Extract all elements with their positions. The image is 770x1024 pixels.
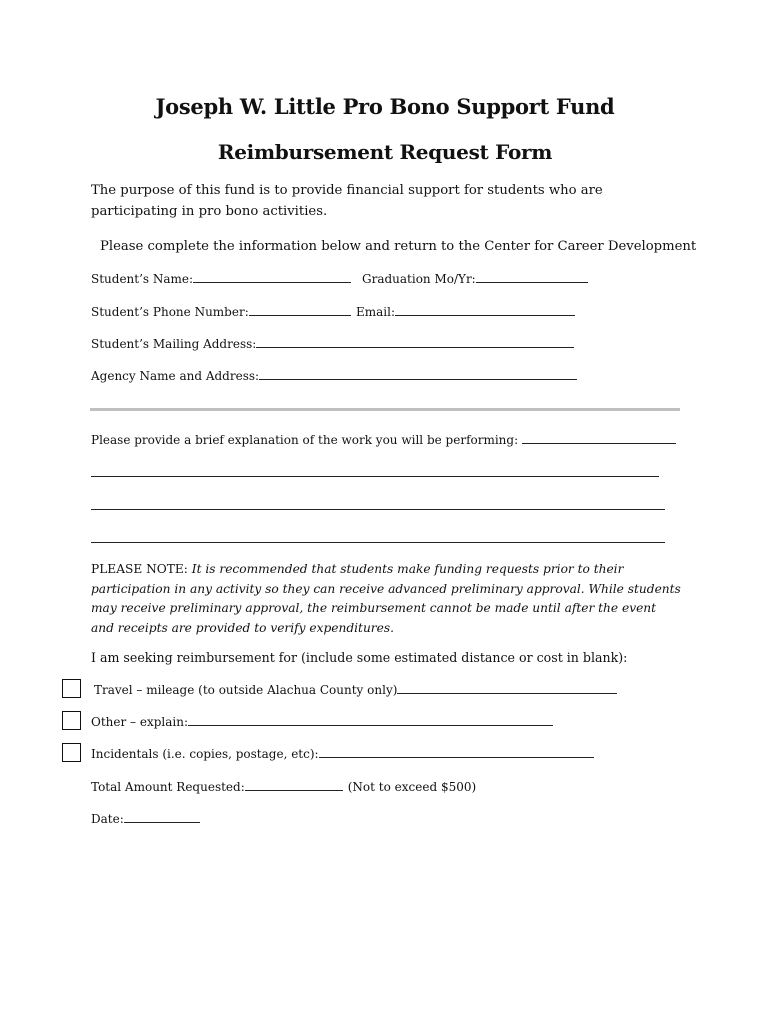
phone-field[interactable]: [249, 304, 351, 316]
incidentals-checkbox[interactable]: [62, 743, 81, 762]
purpose-text: The purpose of this fund is to provide financial support for students who are participating in pro bono activities.: [91, 183, 603, 219]
date-label: Date:: [91, 812, 124, 826]
explanation-field-line-3[interactable]: [91, 509, 665, 510]
mailing-address-row: [91, 336, 574, 351]
graduation-row: [362, 271, 588, 286]
total-field[interactable]: [245, 779, 343, 791]
please-note: [91, 560, 681, 638]
travel-label: Travel – mileage (to outside Alachua County only): [94, 683, 398, 697]
travel-field[interactable]: [397, 682, 617, 694]
section-divider: [90, 408, 680, 411]
other-field[interactable]: [188, 714, 553, 726]
total-row: [91, 779, 476, 794]
graduation-field[interactable]: [476, 271, 588, 283]
form-title: Joseph W. Little Pro Bono Support Fund: [155, 94, 615, 119]
other-checkbox[interactable]: [62, 711, 81, 730]
phone-row: [91, 304, 351, 319]
note-label: PLEASE NOTE:: [91, 562, 192, 576]
reimbursement-intro: I am seeking reimbursement for (include some estimated distance or cost in blank):: [91, 650, 628, 665]
date-field[interactable]: [124, 811, 200, 823]
total-note: (Not to exceed $500): [347, 780, 477, 794]
graduation-label: Graduation Mo/Yr:: [362, 272, 476, 286]
student-name-row: [91, 271, 351, 286]
agency-label: Agency Name and Address:: [91, 369, 260, 383]
student-name-field[interactable]: [193, 271, 351, 283]
explanation-field-line-1[interactable]: [522, 432, 676, 444]
form-subtitle: Reimbursement Request Form: [217, 140, 553, 164]
explanation-label: Please provide a brief explanation of the work you will be performing:: [91, 433, 519, 447]
explanation-row: [91, 432, 676, 447]
email-field[interactable]: [395, 304, 575, 316]
other-row: [91, 714, 553, 729]
travel-checkbox[interactable]: [62, 679, 81, 698]
student-name-label: Student’s Name:: [91, 272, 194, 286]
total-label: Total Amount Requested:: [91, 780, 245, 794]
other-label: Other – explain:: [91, 715, 189, 729]
phone-label: Student’s Phone Number:: [91, 305, 249, 319]
email-row: [356, 304, 575, 319]
email-label: Email:: [356, 305, 396, 319]
mailing-address-field[interactable]: [256, 336, 574, 348]
instructions-text: Please complete the information below and return to the Center for Career Development: [100, 239, 697, 254]
incidentals-field[interactable]: [319, 746, 594, 758]
agency-field[interactable]: [259, 368, 577, 380]
explanation-field-line-4[interactable]: [91, 542, 665, 543]
incidentals-row: [91, 746, 594, 761]
mailing-address-label: Student’s Mailing Address:: [91, 337, 257, 351]
date-row: [91, 811, 200, 826]
incidentals-label: Incidentals (i.e. copies, postage, etc):: [91, 747, 319, 761]
travel-row: [94, 682, 617, 697]
note-text: It is recommended that students make funding requests prior to their participation in any activity so they can receive advanced preliminary approval. While students may receive preliminary approval, the reimbursement cannot be made until after the event and receipts are provided to verify expenditures.: [91, 562, 681, 635]
explanation-field-line-2[interactable]: [91, 476, 659, 477]
agency-row: [91, 368, 577, 383]
